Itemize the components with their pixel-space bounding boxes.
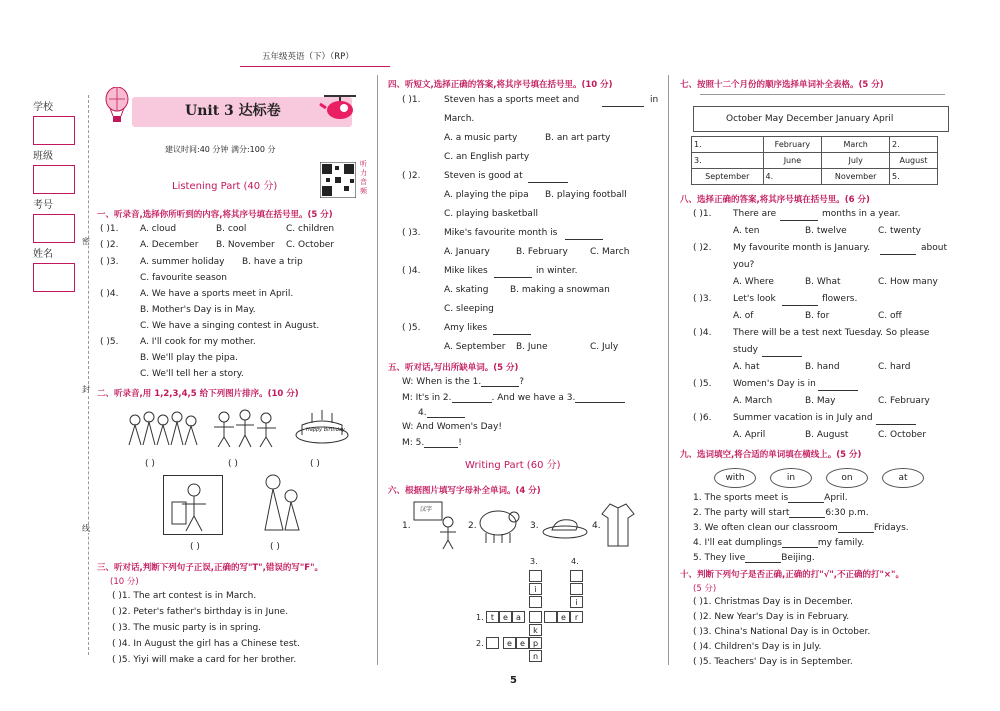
s5-blank-2[interactable] [452, 393, 492, 403]
class-field[interactable] [33, 165, 75, 194]
s3-item-3: ( )3. The music party is in spring. [112, 623, 262, 633]
s5-blank-3[interactable] [575, 393, 625, 403]
picture-birthday-cake [292, 405, 352, 450]
cw-r1-5[interactable]: e [557, 611, 570, 623]
seal-line [88, 95, 89, 655]
cake-text: Happy Birthday [306, 427, 345, 433]
s9-blank-5[interactable] [745, 553, 781, 563]
cw-num-1: 1. [476, 613, 484, 622]
sidebar-label-name: 姓名 [33, 249, 53, 260]
cw-r1-4[interactable] [544, 611, 557, 623]
s8-blank-2[interactable] [880, 244, 916, 255]
s2-paren-2[interactable]: ( ) [228, 459, 238, 469]
s1-title: 一、听录音,选择你所听到的内容,将其序号填在括号里。(5 分) [97, 210, 333, 220]
s10-title: 十、判断下列句子是否正确,正确的打"√",不正确的打"×"。 [680, 570, 904, 580]
picture-card-gift [163, 475, 223, 535]
cw-c3-3[interactable]: k [529, 624, 542, 636]
helicopter-icon [318, 86, 358, 126]
cw-r2-1[interactable]: e [503, 637, 516, 649]
picture-chicken [540, 512, 590, 540]
s9-blank-3[interactable] [838, 523, 874, 533]
s9-word-in: in [770, 468, 812, 488]
picture-shirt [600, 500, 636, 550]
cw-r2-0[interactable] [486, 637, 499, 649]
s7-cell-blank-5[interactable]: 5. [890, 169, 938, 185]
cw-r1-2[interactable]: a [512, 611, 525, 623]
hot-air-balloon-icon [105, 87, 130, 125]
picture-mother-daughter [255, 470, 307, 532]
s10-score: (5 分) [693, 584, 717, 594]
s6-pic-num-1: 1. [402, 521, 411, 531]
s6-pic-num-2: 2. [468, 521, 477, 531]
s8-blank-1[interactable] [780, 210, 818, 221]
s3-title: 三、听对话,判断下列句子正误,正确的写"T",错误的写"F"。 [97, 563, 324, 573]
picture-teacher [410, 500, 462, 550]
s3-item-2: ( )2. Peter's father's birthday is in June. [112, 607, 289, 617]
s6-pic-num-4: 4. [592, 521, 601, 531]
cw-c3-0[interactable] [529, 570, 542, 582]
s2-paren-3[interactable]: ( ) [310, 459, 320, 469]
s5-blank-4[interactable] [427, 408, 465, 418]
picture-group-trip [125, 405, 201, 450]
listening-heading: Listening Part (40 分) [172, 181, 278, 192]
s5-title: 五、听对话,写出所缺单词。(5 分) [388, 363, 519, 373]
cw-c3-2[interactable] [529, 596, 542, 608]
cw-r1-3[interactable] [529, 611, 542, 623]
cw-c4-0[interactable] [570, 570, 583, 582]
s5-line-1: W: When is the 1. ? [402, 377, 525, 387]
s7-month-table: 1. February March 2. 3. June July August September 4. November 5. [691, 136, 938, 185]
s9-word-at: at [882, 468, 924, 488]
board-text: 汉字 [420, 506, 433, 513]
s5-blank-1[interactable] [481, 377, 519, 387]
s4-blank-5[interactable] [493, 324, 531, 335]
s8-title: 八、选择正确的答案,将其序号填在括号里。(6 分) [680, 195, 870, 205]
cw-c4-1[interactable] [570, 583, 583, 595]
s5-blank-5[interactable] [424, 438, 458, 448]
s10-item-4: ( )4. Children's Day is in July. [693, 642, 822, 652]
s9-item-5: 5. They live Beijing. [693, 553, 815, 563]
cw-r1-0[interactable]: t [486, 611, 499, 623]
s9-item-1: 1. The sports meet is April. [693, 493, 848, 503]
s9-item-2: 2. The party will start 6:30 p.m. [693, 508, 869, 518]
s4-blank-1[interactable] [602, 96, 644, 107]
decor-rope [700, 94, 945, 103]
s3-item-1: ( )1. The art contest is in March. [112, 591, 257, 601]
exam-number-field[interactable] [33, 214, 75, 243]
s2-paren-1[interactable]: ( ) [145, 459, 155, 469]
s9-word-on: on [826, 468, 868, 488]
s8-blank-5[interactable] [818, 380, 858, 391]
s7-cell-blank-1[interactable]: 1. [692, 137, 764, 153]
qr-label: 听力音频 [360, 160, 367, 195]
time-and-score: 建议时间:40 分钟 满分:100 分 [165, 145, 276, 154]
s3-score: (10 分) [110, 577, 139, 587]
qr-code[interactable] [320, 162, 356, 198]
s2-paren-4[interactable]: ( ) [190, 542, 200, 552]
s9-item-3: 3. We often clean our classroom Fridays. [693, 523, 909, 533]
s5-line-5: M: 5. ! [402, 438, 462, 448]
s7-title: 七、按照十二个月份的顺序选择单词补全表格。(5 分) [680, 80, 884, 90]
s8-blank-4[interactable] [762, 346, 802, 357]
s4-title: 四、听短文,选择正确的答案,将其序号填在括号里。(10 分) [388, 80, 613, 90]
s5-line-4: W: And Women's Day! [402, 422, 502, 432]
s9-blank-2[interactable] [789, 508, 825, 518]
sidebar-label-class: 班级 [33, 151, 53, 162]
s9-word-with: with [714, 468, 756, 488]
s6-title: 六、根据图片填写字母补全单词。(4 分) [388, 486, 541, 496]
header-rule [240, 66, 390, 67]
s9-item-4: 4. I'll eat dumplings my family. [693, 538, 865, 548]
cw-r2-2[interactable]: e [516, 637, 529, 649]
school-field[interactable] [33, 116, 75, 145]
s7-cell-blank-4[interactable]: 4. [763, 169, 822, 185]
s4-blank-3[interactable] [565, 229, 603, 240]
cw-num-3: 3. [530, 557, 538, 566]
column-divider-1 [377, 75, 378, 665]
s4-blank-2[interactable] [528, 172, 568, 183]
cw-c3-1[interactable]: i [529, 583, 542, 595]
s8-blank-6[interactable] [876, 414, 916, 425]
writing-heading: Writing Part (60 分) [465, 460, 561, 471]
sidebar-label-school: 学校 [33, 102, 53, 113]
s9-blank-4[interactable] [782, 538, 818, 548]
s7-cell-blank-2[interactable]: 2. [890, 137, 938, 153]
s3-item-4: ( )4. In August the girl has a Chinese test. [112, 639, 300, 649]
s7-cell-blank-3[interactable]: 3. [692, 153, 764, 169]
picture-sheep [474, 505, 522, 545]
page-number: 5 [510, 675, 517, 686]
cw-c3-4[interactable]: n [529, 650, 542, 662]
s5-line-2: M: It's in 2. . And we have a 3. [402, 393, 625, 403]
cw-r1-1[interactable]: e [499, 611, 512, 623]
column-divider-2 [668, 75, 669, 665]
s10-item-1: ( )1. Christmas Day is in December. [693, 597, 854, 607]
picture-group-dance [210, 405, 280, 450]
s2-title: 二、听录音,用 1,2,3,4,5 给下列图片排序。(10 分) [97, 389, 299, 399]
cw-num-2: 2. [476, 639, 484, 648]
sidebar-label-exam-number: 考号 [33, 200, 53, 211]
s2-paren-5[interactable]: ( ) [270, 542, 280, 552]
s5-line-3: 4. [418, 408, 465, 418]
seal-mark-xian: 线 [82, 524, 90, 533]
s9-blank-1[interactable] [788, 493, 824, 503]
s4-blank-4[interactable] [494, 267, 532, 278]
cw-num-4: 4. [571, 557, 579, 566]
book-title: 五年级英语（下）（RP） [262, 52, 354, 62]
unit-title: Unit 3 达标卷 [185, 103, 281, 119]
seal-mark-feng: 封 [82, 385, 90, 394]
name-field[interactable] [33, 263, 75, 292]
s8-blank-3[interactable] [782, 295, 818, 306]
s7-word-box: October May December January April [693, 106, 949, 132]
s10-item-5: ( )5. Teachers' Day is in September. [693, 657, 853, 667]
s3-item-5: ( )5. Yiyi will make a card for her brother. [112, 655, 297, 665]
s10-item-3: ( )3. China's National Day is in October. [693, 627, 871, 637]
seal-mark-mi: 密 [82, 237, 90, 246]
cw-r1-6[interactable]: r [570, 611, 583, 623]
s6-pic-num-3: 3. [530, 521, 539, 531]
s9-title: 九、选词填空,将合适的单词填在横线上。(5 分) [680, 450, 862, 460]
s10-item-2: ( )2. New Year's Day is in February. [693, 612, 850, 622]
cw-c4-2[interactable]: i [570, 596, 583, 608]
cw-r2-3[interactable]: p [529, 637, 542, 649]
